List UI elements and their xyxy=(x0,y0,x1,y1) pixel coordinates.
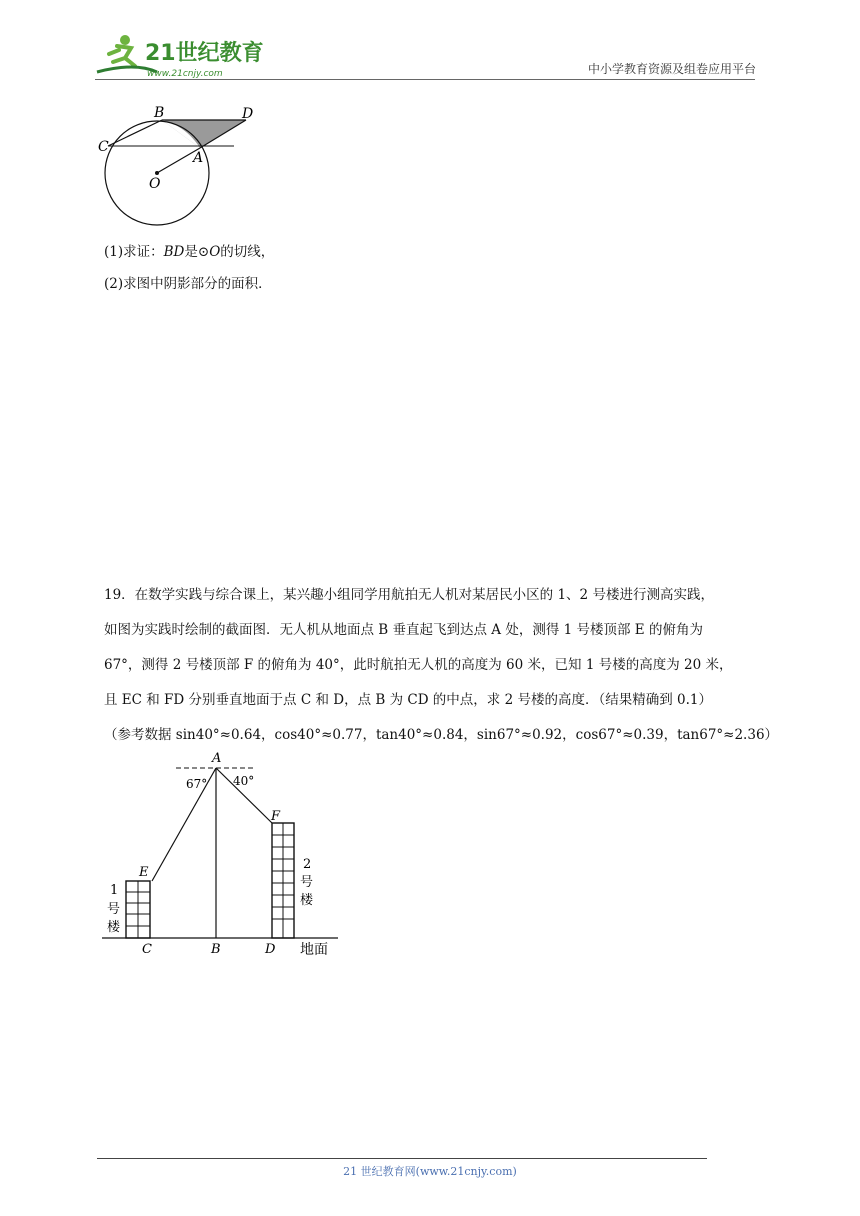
site-logo xyxy=(95,32,265,82)
q19-line-1: 19．在数学实践与综合课上，某兴趣小组同学用航拍无人机对某居民小区的 1、2 号楼进行测高实践， xyxy=(104,587,714,603)
building-1-hao: 号 xyxy=(107,902,121,917)
header-divider xyxy=(95,79,755,80)
question-19 xyxy=(104,578,779,753)
question-18-part-1 xyxy=(104,241,274,263)
q18-part1-prefix: (1)求证： xyxy=(104,244,164,260)
label-a: A xyxy=(212,751,222,766)
q18-part1-mid: 是⊙ xyxy=(184,244,210,260)
q18-part1-suffix: 的切线， xyxy=(220,244,275,260)
q19-line-5: （参考数据 sin40°≈0.64，cos40°≈0.77，tan40°≈0.84，sin67°≈0.92，cos67°≈0.39，tan67°≈2.36） xyxy=(104,727,779,743)
building-2 xyxy=(272,823,294,938)
building-1-lou: 楼 xyxy=(107,920,121,935)
label-a: A xyxy=(193,150,204,166)
logo-url: www.21cnjy.com xyxy=(147,69,223,79)
building-1 xyxy=(126,881,150,938)
angle-40-label: 40° xyxy=(233,774,255,788)
q18-part1-o: O xyxy=(209,244,221,260)
segment-cb xyxy=(108,120,162,146)
header-platform-text: 中小学教育资源及组卷应用平台 xyxy=(587,62,756,76)
building-1-number: 1 xyxy=(110,883,119,898)
label-e: E xyxy=(139,865,149,880)
label-c: C xyxy=(98,139,109,155)
label-o: O xyxy=(149,176,161,192)
label-d: D xyxy=(265,942,276,957)
building-2-hao: 号 xyxy=(300,875,314,890)
footer-divider xyxy=(97,1158,707,1159)
angle-67-label: 67° xyxy=(186,777,208,791)
logo-title: 21世纪教育 xyxy=(145,41,264,66)
footer-text[interactable]: 21 世纪教育网(www.21cnjy.com) xyxy=(343,1165,517,1178)
label-b: B xyxy=(211,942,221,957)
label-c: C xyxy=(142,942,152,957)
drone-building-figure xyxy=(96,748,356,963)
ground-label: 地面 xyxy=(300,942,328,958)
label-b: B xyxy=(154,105,165,121)
label-f: F xyxy=(271,809,281,824)
center-point xyxy=(155,171,159,175)
question-18-part-2: (2)求图中阴影部分的面积． xyxy=(104,276,272,292)
building-2-number: 2 xyxy=(303,857,312,872)
label-d: D xyxy=(242,106,254,122)
q19-line-3: 67°，测得 2 号楼顶部 F 的俯角为 40°，此时航拍无人机的高度为 60 米，已知 1 号楼的高度为 20 米， xyxy=(104,657,733,673)
building-2-lou: 楼 xyxy=(300,893,314,908)
circle-tangent-figure xyxy=(96,104,266,234)
q19-line-2: 如图为实践时绘制的截面图．无人机从地面点 B 垂直起飞到达点 A 处，测得 1 号楼顶部 E 的俯角为 xyxy=(104,622,703,638)
q18-part1-bd: BD xyxy=(163,244,185,260)
q19-line-4: 且 EC 和 FD 分别垂直地面于点 C 和 D，点 B 为 CD 的中点，求 2 号楼的高度．（结果精确到 0.1） xyxy=(104,692,712,708)
